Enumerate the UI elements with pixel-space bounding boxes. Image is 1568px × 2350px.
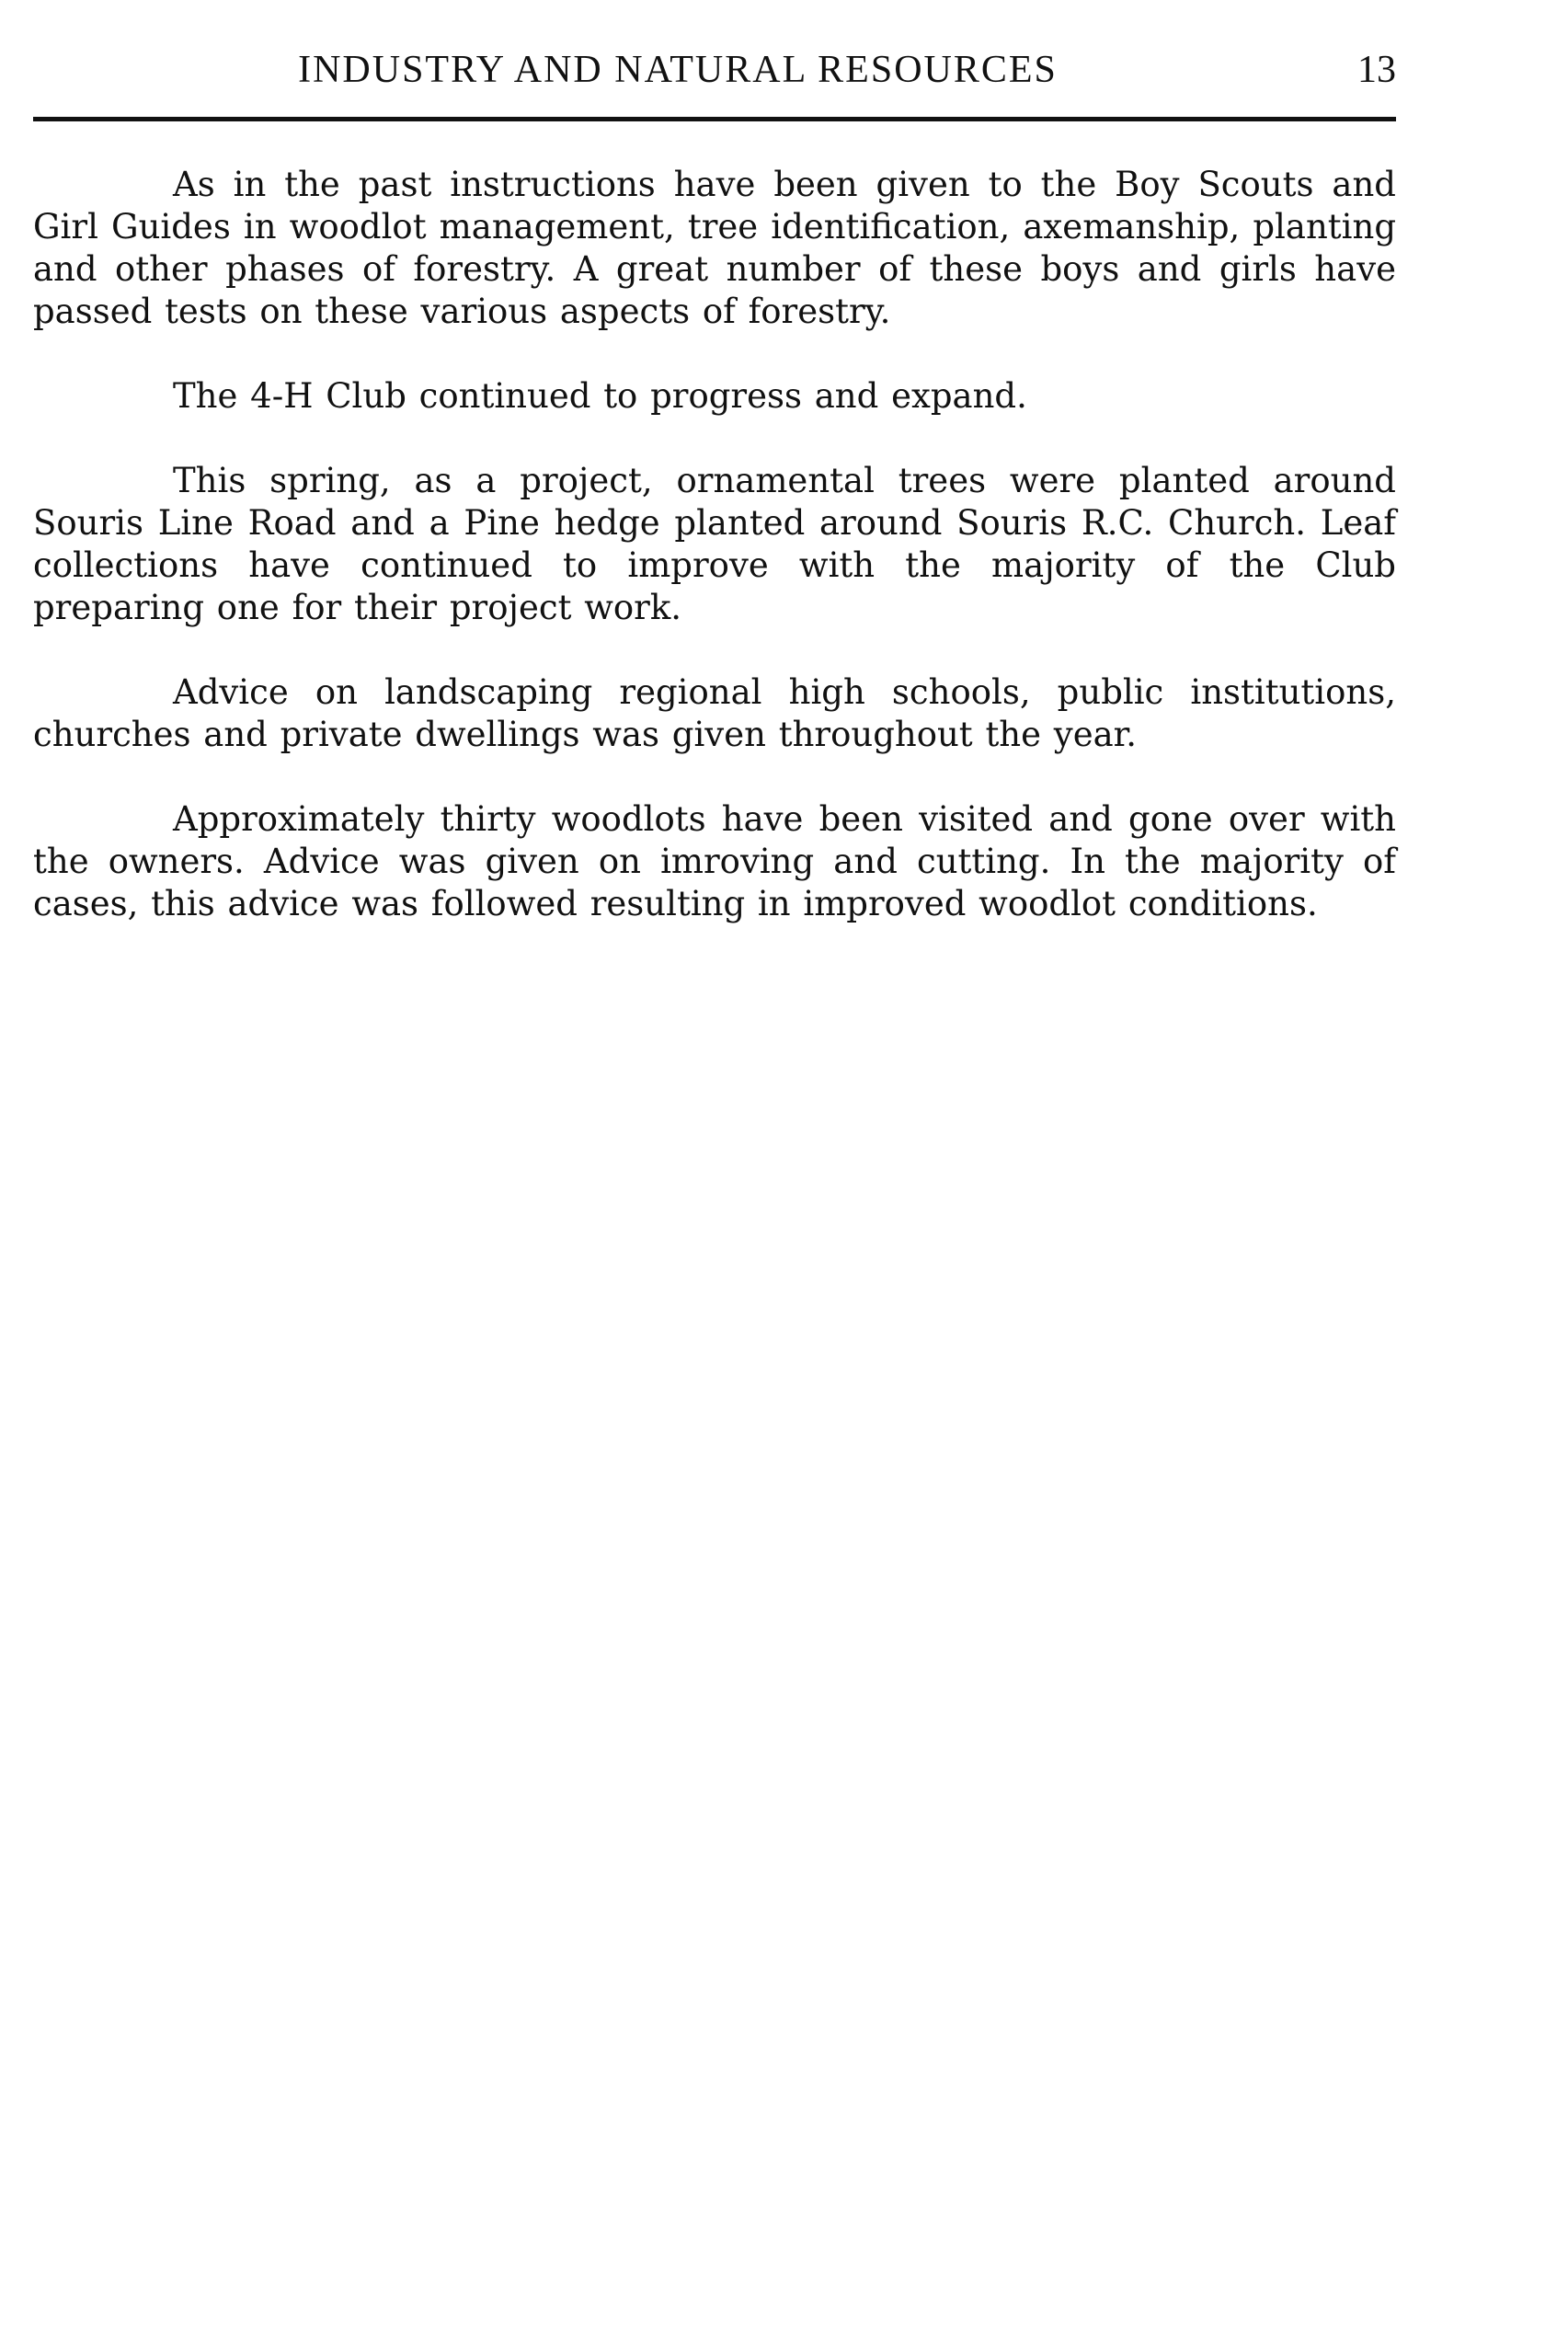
header-rule	[33, 117, 1396, 121]
running-title: INDUSTRY AND NATURAL RESOURCES	[298, 49, 1058, 91]
body-text	[33, 164, 1396, 925]
paragraph-scouts-guides: As in the past instructions have been given to the Boy Scouts and Girl Guides in woodlot management, tree identification, axemanship, planting and other phases of forestry. A great number of these boys and girls have passed tests on these various aspects of forestry.	[33, 165, 1396, 331]
paragraph-landscaping-advice: Advice on landscaping regional high schools, public institutions, churches and private dwellings was given throughout the year.	[33, 672, 1396, 754]
paragraph-spring-project: This spring, as a project, ornamental trees were planted around Souris Line Road and a Pine hedge planted around Souris R.C. Church. Leaf collections have continued to improve with the majority of the Club preparing one for their project work.	[33, 461, 1396, 627]
running-header	[33, 46, 1396, 94]
page-number: 13	[1357, 49, 1396, 91]
paragraph-4h-club: The 4-H Club continued to progress and expand.	[173, 376, 1027, 416]
paragraph-woodlots: Approximately thirty woodlots have been visited and gone over with the owners. Advice was given on imroving and cutting. In the majority of cases, this advice was followed resulting in improved woodlot conditions.	[33, 799, 1396, 923]
